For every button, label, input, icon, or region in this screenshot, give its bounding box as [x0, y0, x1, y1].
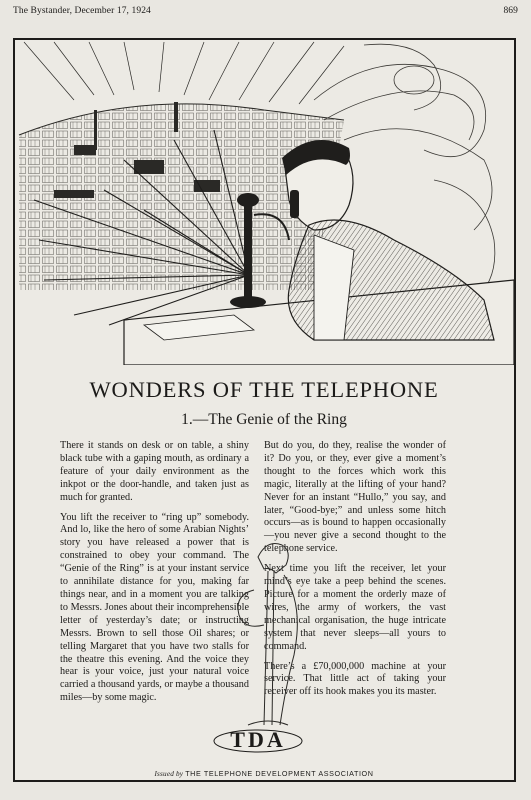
issuer-line [14, 769, 514, 778]
publication-line: The Bystander, December 17, 1924 [13, 6, 151, 16]
body-paragraph: There’s a £70,000,000 machine at your service. That little act of taking your receiver off its hook makes you its master. [264, 660, 446, 698]
tda-logo-text: TDA [230, 727, 286, 752]
advert-subhead: 1.—The Genie of the Ring [181, 411, 347, 428]
body-paragraph: There it stands on desk or on table, a shiny black tube with a gaping mouth, as ordinary a feature of your daily environment as the inkpot or the door-handle, and taken just as much for granted. [60, 440, 249, 503]
body-paragraph: Next time you lift the receiver, let your mind’s eye take a peep behind the scenes. Picture for a moment the orderly maze of wires, the army of workers, the vast mechanical organisation, the huge intricate system that never sleeps—all yours to command. [264, 563, 446, 652]
issuer-prefix: Issued by [154, 770, 184, 778]
body-paragraph: But do you, do they, realise the wonder of it? Do you, or they, ever give a moment’s thought to the forces which work this magic, literally at the lifting of your hand? Never for an instant “Hullo,” you say, and later, “Good-bye;” and unless some hitch occurs—as is bound to happen occasionally—you never give a second thought to the telephone service. [264, 440, 446, 555]
body-column-right [264, 440, 446, 706]
body-column-left [60, 440, 249, 712]
page-number: 869 [503, 6, 518, 16]
genie-telephone-illustration [14, 40, 514, 365]
issuer-organisation: THE TELEPHONE DEVELOPMENT ASSOCIATION [185, 769, 374, 778]
body-paragraph: You lift the receiver to “ring up” somebody. And lo, like the hero of some Arabian Nights’ story you have released a power that is constrained to obey your command. The “Genie of the Ring” is at your instant service to annihilate distance for you, making far things near, and in a moment you are talking to Messrs. Jones about their incomprehensible letter of yesterday’s date; or instructing Messrs. Brown to sell those Oil shares; or telling Margaret that you have two stalls for the theatre this evening. And the voice they hear is your voice, just your natural voice carried a thousand yards, or maybe a thousand miles—by some magic. [60, 511, 249, 704]
page-header [13, 6, 518, 20]
advert-headline: WONDERS OF THE TELEPHONE [89, 377, 439, 402]
